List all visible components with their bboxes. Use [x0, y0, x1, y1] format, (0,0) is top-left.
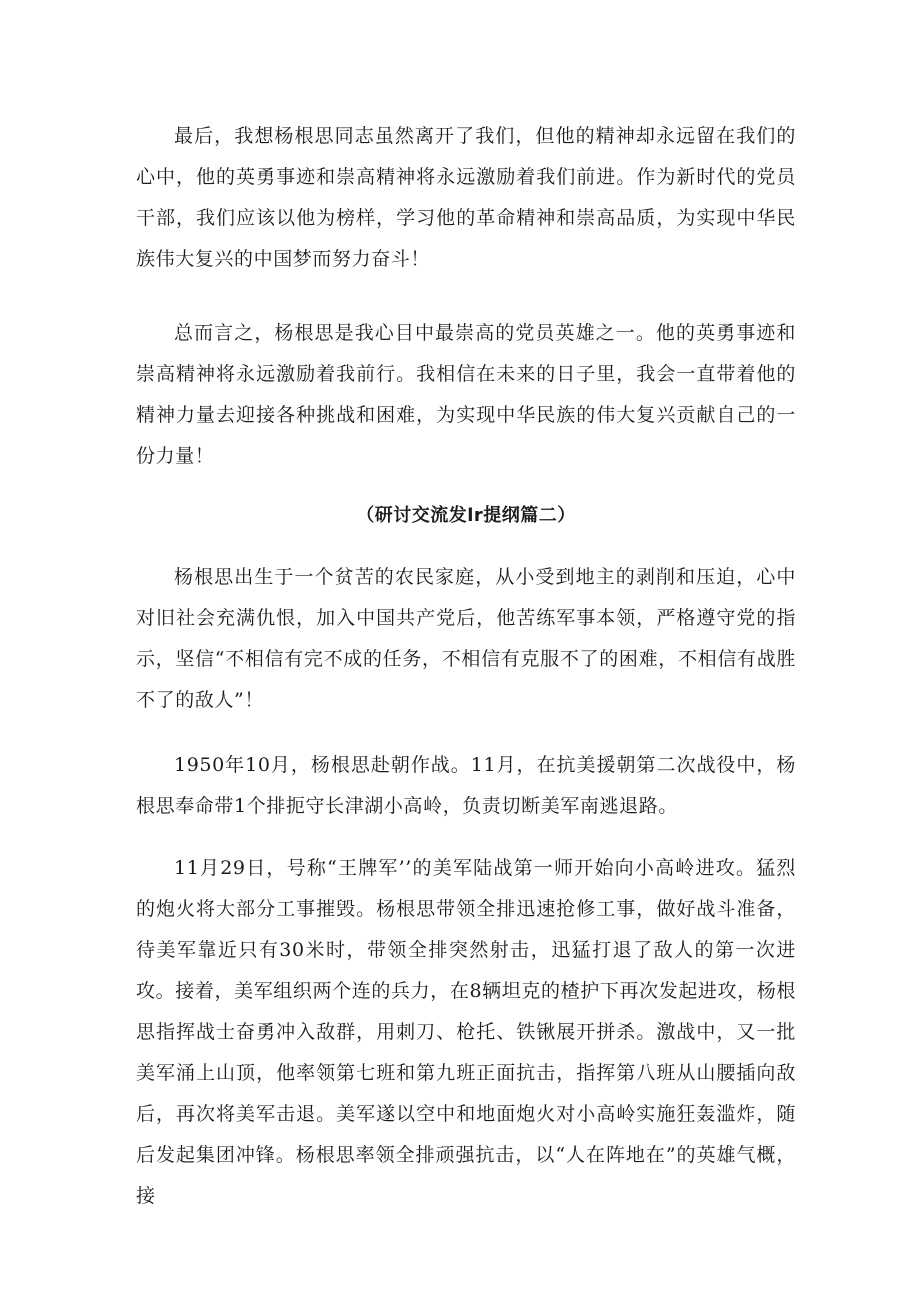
paragraph-conclusion-2: 总而言之，杨根思是我心目中最崇高的党员英雄之一。他的英勇事迹和崇高精神将永远激励着我前行。我相信在未来的日子里，我会一直带着他的精神力量去迎接各种挑战和困难，为实现中华民族的伟大复兴贡献自己的一份力量！ — [136, 322, 796, 467]
paragraph-deployment: 1950年10月，杨根思赴朝作战。11月，在抗美援朝第二次战役中，杨根思奉命带1个排扼守长津湖小高岭，负责切断美军南逃退路。 — [136, 754, 796, 817]
paragraph-background: 杨根思出生于一个贫苦的农民家庭，从小受到地主的剥削和压迫，心中对旧社会充满仇恨，加入中国共产党后，他苦练军事本领，严格遵守党的指示，坚信“不相信有完不成的任务，不相信有克服不了的困难，不相信有战胜不了的敌人”！ — [136, 566, 796, 711]
paragraph-battle: 11月29日，号称“王牌军’’的美军陆战第一师开始向小高岭进攻。猛烈的炮火将大部分工事摧毁。杨根思带领全排迅速抢修工事，做好战斗准备，待美军靠近只有30米时，带领全排突然射击，迅猛打退了敌人的第一次进攻。接着，美军组织两个连的兵力，在8辆坦克的楂护下再次发起进攻，杨根思指挥战士奋勇冲入敌群，用刺刀、枪托、铁锹展开拼杀。激战中，又一批美军涌上山顶，他率领第七班和第九班正面抗击，指挥第八班从山腰插向敌后，再次将美军击退。美军遂以空中和地面炮火对小高岭实施狂轰滥炸，随后发起集团冲锋。杨根思率领全排顽强抗击，以“人在阵地在”的英雄气概，接 — [136, 857, 796, 1207]
section-heading: （研讨交流发lr提纲篇二） — [356, 505, 576, 526]
paragraph-conclusion-1: 最后，我想杨根思同志虽然离开了我们，但他的精神却永远留在我们的心中，他的英勇事迹和崇高精神将永远激励着我们前进。作为新时代的党员干部，我们应该以他为榜样，学习他的革命精神和崇高品质，为实现中华民族伟大复兴的中国梦而努力奋斗！ — [136, 125, 796, 270]
